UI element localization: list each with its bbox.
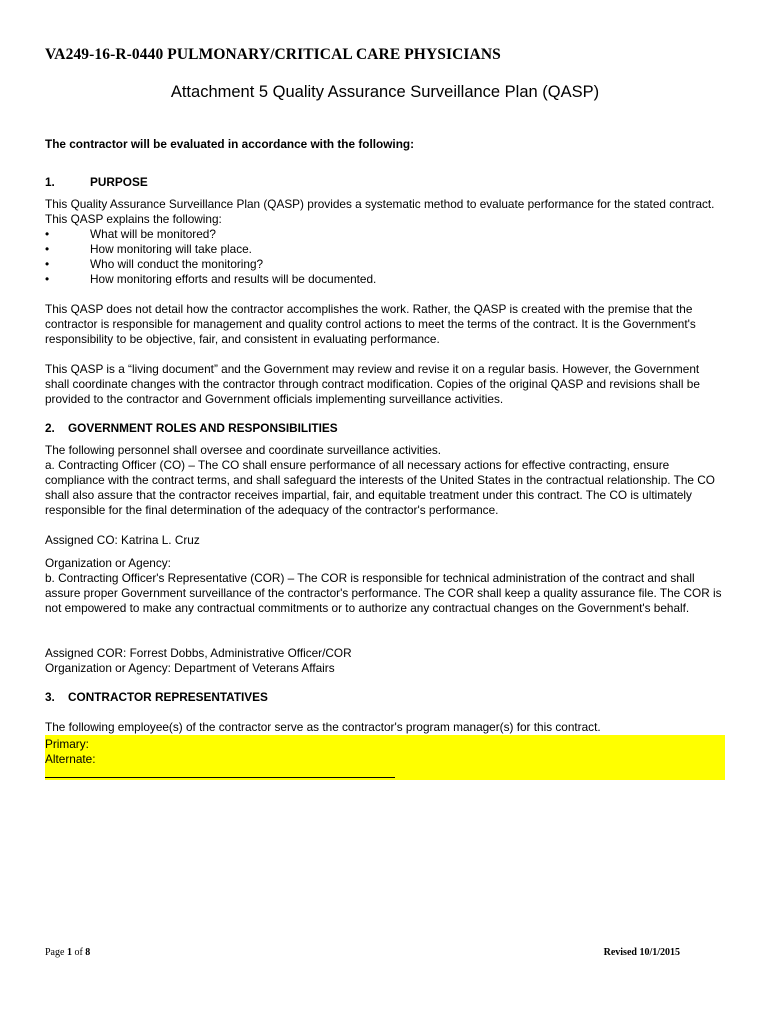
document-header: VA249-16-R-0440 PULMONARY/CRITICAL CARE PHYSICIANS — [45, 46, 501, 63]
cor-assignment-block — [45, 646, 725, 676]
signature-line — [45, 777, 395, 778]
section-2-intro: The following personnel shall oversee and coordinate surveillance activities. — [45, 443, 442, 457]
alternate-representative-field: Alternate: — [45, 752, 96, 766]
section-2-number: 2. — [45, 421, 55, 435]
section-2-title: GOVERNMENT ROLES AND RESPONSIBILITIES — [68, 421, 338, 435]
cor-organization: Organization or Agency: Department of Veterans Affairs — [45, 661, 335, 675]
section-3-number: 3. — [45, 690, 55, 704]
list-item: • What will be monitored? — [45, 227, 216, 241]
bullet-icon: • — [45, 227, 50, 241]
section-1-paragraph-3: This QASP is a “living document” and the Government may review and revise it on a regular basis. However, the Government shall coordinate changes with the contractor through contract modification. Copies of the original QASP and revisions shall be provided to the contractor and Government officials implementing surveillance activities. — [45, 362, 700, 406]
section-1-bullet-list — [45, 227, 725, 287]
section-1-paragraph-2: This QASP does not detail how the contractor accomplishes the work. Rather, the QASP is created with the premise that the contractor is responsible for management and quality control actions to meet the terms of the contract. It is the Government's responsibility to be objective, fair, and consistent in evaluating performance. — [45, 302, 696, 346]
assigned-cor: Assigned COR: Forrest Dobbs, Administrative Officer/COR — [45, 646, 352, 660]
page-number: Page 1 of 8 — [45, 947, 91, 958]
section-3-title: CONTRACTOR REPRESENTATIVES — [68, 690, 268, 704]
bullet-icon: • — [45, 257, 50, 271]
contractor-representatives-highlight — [45, 735, 725, 780]
section-1-paragraph-1: This Quality Assurance Surveillance Plan (QASP) provides a systematic method to evaluate performance for the stated contract. This QASP explains the following: — [45, 197, 715, 226]
section-1-body — [45, 197, 725, 287]
bullet-icon: • — [45, 242, 50, 256]
section-1-number: 1. — [45, 175, 55, 189]
primary-representative-field: Primary: — [45, 737, 89, 751]
section-2-heading — [45, 421, 338, 435]
co-organization: Organization or Agency: — [45, 556, 171, 570]
list-item: • How monitoring will take place. — [45, 242, 252, 256]
list-item: • How monitoring efforts and results will be documented. — [45, 272, 377, 286]
bullet-icon: • — [45, 272, 50, 286]
intro-statement: The contractor will be evaluated in accordance with the following: — [45, 137, 415, 151]
section-1-title: PURPOSE — [90, 175, 148, 189]
section-3-intro: The following employee(s) of the contractor serve as the contractor's program manager(s) for this contract. — [45, 720, 601, 734]
cor-description: b. Contracting Officer's Representative (COR) – The COR is responsible for technical administration of the contract and shall assure proper Government surveillance of the contractor's performance. The COR shall keep a quality assurance file. The COR is not empowered to make any contractual commitments or to authorize any contractual changes on the Government's behalf. — [45, 571, 722, 615]
section-2-body — [45, 443, 725, 518]
contractor-representatives-fields — [45, 737, 96, 767]
contracting-officer-description: a. Contracting Officer (CO) – The CO shall ensure performance of all necessary actions for effective contracting, ensure compliance with the contract terms, and shall safeguard the interests of the United States in the contractual relationship. The CO shall also assure that the contractor receives impartial, fair, and equitable treatment under this contract. The CO is ultimately responsible for the final determination of the adequacy of the contractor's performance. — [45, 458, 715, 517]
list-item: • Who will conduct the monitoring? — [45, 257, 264, 271]
section-3-heading — [45, 690, 268, 704]
assigned-co: Assigned CO: Katrina L. Cruz — [45, 533, 200, 547]
revision-date: Revised 10/1/2015 — [603, 947, 680, 958]
section-1-heading — [45, 175, 148, 189]
document-title: Attachment 5 Quality Assurance Surveillance Plan (QASP) — [170, 83, 600, 101]
section-2-cor-block — [45, 556, 725, 616]
